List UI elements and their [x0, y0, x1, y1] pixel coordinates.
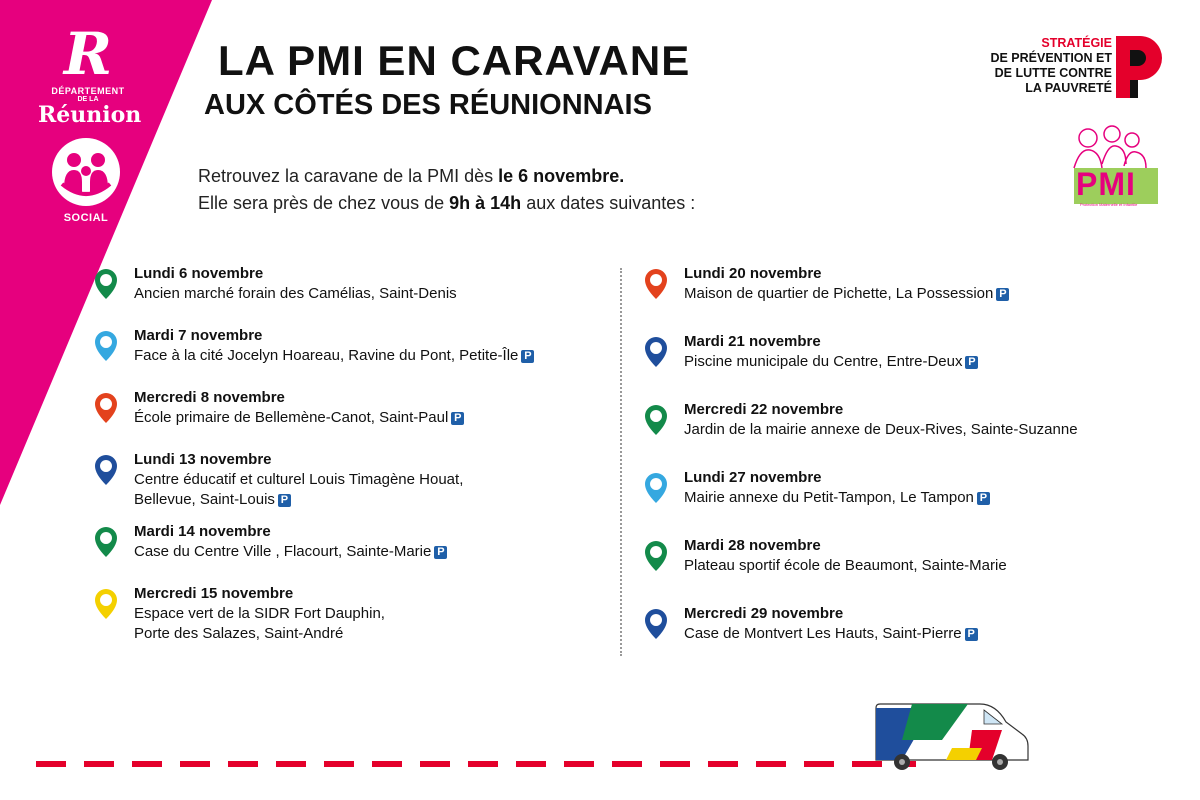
event-item — [644, 332, 1164, 372]
event-location: École primaire de Bellemène-Canot, Saint-Paul P — [134, 408, 614, 428]
event-date: Mercredi 29 novembre — [684, 605, 844, 622]
events-column-right — [644, 264, 1164, 672]
event-item — [94, 584, 614, 644]
strategie-line-4: LA PAUVRETÉ — [1025, 81, 1112, 95]
parking-icon: P — [521, 350, 534, 363]
departement-label: DÉPARTEMENT — [51, 86, 125, 96]
social-label: SOCIAL — [63, 212, 109, 224]
event-item — [94, 522, 614, 562]
parking-icon: P — [451, 412, 464, 425]
event-date: Mardi 21 novembre — [684, 333, 821, 350]
location-pin-icon — [644, 472, 668, 509]
event-location: Mairie annexe du Petit-Tampon, Le Tampon P — [684, 488, 1164, 508]
location-pin-icon — [94, 392, 118, 429]
intro-line-1: Retrouvez la caravane de la PMI dès le 6 novembre. — [198, 166, 625, 186]
event-location: Plateau sportif école de Beaumont, Sainte-Marie — [684, 557, 1007, 574]
intro-text — [198, 163, 695, 217]
parking-icon: P — [434, 546, 447, 559]
event-item — [644, 400, 1164, 440]
event-date: Mardi 28 novembre — [684, 537, 821, 554]
event-date: Mercredi 15 novembre — [134, 585, 294, 602]
event-item — [94, 326, 614, 366]
location-pin-icon — [94, 330, 118, 367]
departement-reunion-name: Réunion — [38, 102, 142, 128]
event-location: Case du Centre Ville , Flacourt, Sainte-Marie P — [134, 542, 614, 562]
events-column-left — [94, 264, 614, 656]
event-location: Maison de quartier de Pichette, La Possession P — [684, 284, 1164, 304]
strategie-p-mark-icon — [1116, 36, 1164, 98]
pmi-subtitle: Protection Maternelle et Infantile — [1080, 202, 1138, 207]
departement-de-la: DE LA — [77, 96, 99, 103]
caravan-van-icon — [872, 700, 1032, 772]
social-logo — [46, 138, 126, 224]
event-date: Lundi 20 novembre — [684, 265, 822, 282]
event-location: Centre éducatif et culturel Louis Timagène Houat, — [134, 471, 464, 488]
strategie-line-3: DE LUTTE CONTRE — [994, 66, 1112, 80]
event-location: Jardin de la mairie annexe de Deux-Rives, Sainte-Suzanne — [684, 421, 1078, 438]
event-date: Lundi 27 novembre — [684, 469, 822, 486]
location-pin-icon — [644, 336, 668, 373]
parking-icon: P — [965, 628, 978, 641]
event-date: Lundi 6 novembre — [134, 265, 264, 282]
event-date: Mercredi 22 novembre — [684, 401, 844, 418]
strategie-line-2: DE PRÉVENTION ET — [990, 51, 1112, 65]
event-item — [644, 536, 1164, 576]
strategie-line-1: STRATÉGIE — [1041, 36, 1112, 50]
dashed-route-line — [36, 760, 916, 770]
column-divider — [620, 268, 622, 656]
pmi-logo — [1066, 124, 1162, 210]
event-item — [94, 264, 614, 304]
event-date: Mercredi 8 novembre — [134, 389, 285, 406]
event-date: Mardi 7 novembre — [134, 327, 263, 344]
parking-icon: P — [977, 492, 990, 505]
location-pin-icon — [644, 608, 668, 645]
departement-reunion-logo — [38, 20, 142, 128]
event-item — [644, 604, 1164, 644]
parking-icon: P — [278, 494, 291, 507]
parking-icon: P — [965, 356, 978, 369]
event-item — [644, 264, 1164, 304]
family-icon — [52, 138, 120, 206]
event-item — [94, 450, 614, 510]
location-pin-icon — [644, 540, 668, 577]
event-item — [644, 468, 1164, 508]
event-location: Bellevue, Saint-Louis P — [134, 490, 614, 510]
page-subtitle: AUX CÔTÉS DES RÉUNIONNAIS — [204, 89, 652, 121]
location-pin-icon — [94, 588, 118, 625]
location-pin-icon — [644, 268, 668, 305]
event-date: Lundi 13 novembre — [134, 451, 272, 468]
location-pin-icon — [94, 268, 118, 305]
event-location: Piscine municipale du Centre, Entre-Deux P — [684, 352, 1164, 372]
event-item — [94, 388, 614, 428]
event-location: Face à la cité Jocelyn Hoareau, Ravine du Pont, Petite-Île P — [134, 346, 614, 366]
event-location: Porte des Salazes, Saint-André — [134, 625, 344, 642]
departement-r-mark: R — [63, 20, 113, 88]
event-date: Mardi 14 novembre — [134, 523, 271, 540]
location-pin-icon — [644, 404, 668, 441]
event-location: Case de Montvert Les Hauts, Saint-Pierre P — [684, 624, 1164, 644]
location-pin-icon — [94, 526, 118, 563]
parking-icon: P — [996, 288, 1009, 301]
event-location: Ancien marché forain des Camélias, Saint-Denis — [134, 285, 457, 302]
intro-line-2: Elle sera près de chez vous de 9h à 14h aux dates suivantes : — [198, 193, 696, 213]
location-pin-icon — [94, 454, 118, 491]
strategie-pauvrete-logo — [990, 36, 1112, 96]
pmi-text: PMI — [1076, 166, 1136, 202]
page-title: LA PMI EN CARAVANE — [218, 37, 691, 84]
event-location: Espace vert de la SIDR Fort Dauphin, — [134, 605, 385, 622]
